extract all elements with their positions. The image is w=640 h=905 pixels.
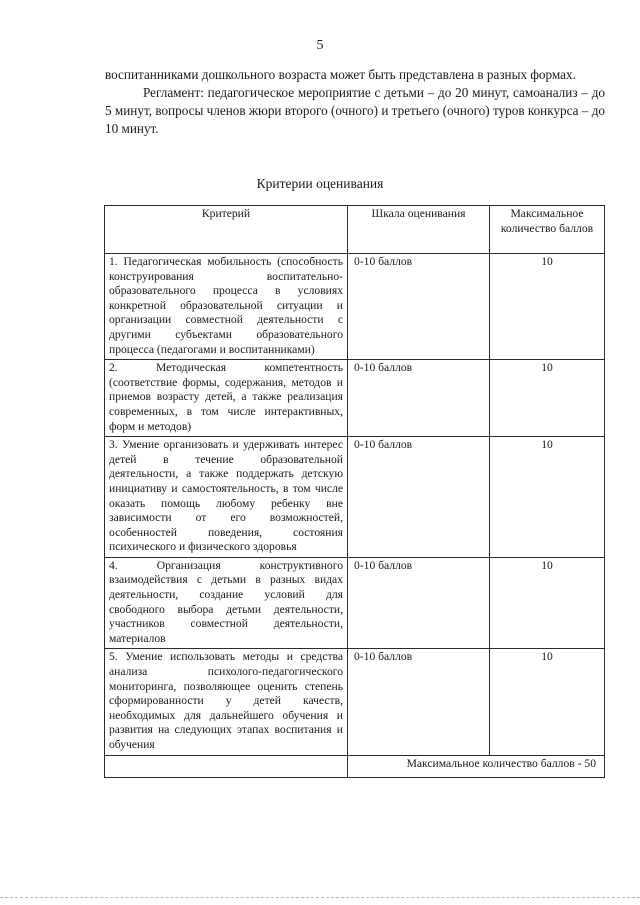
criterion-cell: 4. Организация конструктивного взаимодействия с детьми в разных видах деятельности, создание условий для свободного выбора детьми деятельности, участников совместной деятельности, материалов (105, 557, 348, 649)
table-total-row (105, 755, 605, 777)
criterion-cell: 1. Педагогическая мобильность (способность конструирования воспитательно-образовательного процесса в условиях конкретной образовательной ситуации и организации совместной деятельности с другими субъектами образовательного процесса (педагогами и воспитанниками) (105, 254, 348, 360)
header-max: Максимальное количество баллов (490, 206, 605, 254)
page-number: 5 (316, 38, 324, 53)
criterion-cell: 2. Методическая компетентность (соответствие формы, содержания, методов и приемов возрасту детей, а также реализация современных, в том числе интерактивных, форм и методов) (105, 360, 348, 437)
max-cell: 10 (490, 437, 605, 558)
intro-regulation: Регламент: педагогическое мероприятие с детьми – до 20 минут, самоанализ – до 5 минут, вопросы членов жюри второго (очного) и третьего (очного) туров конкурса – до 10 минут. (105, 85, 605, 136)
scale-cell: 0-10 баллов (348, 557, 490, 649)
header-scale: Шкала оценивания (348, 206, 490, 254)
table-row (105, 254, 605, 360)
table-row (105, 437, 605, 558)
table-header-row (105, 206, 605, 254)
scale-cell: 0-10 баллов (348, 360, 490, 437)
scale-cell: 0-10 баллов (348, 649, 490, 755)
page-bottom-edge (0, 897, 640, 899)
table-row (105, 649, 605, 755)
scale-cell: 0-10 баллов (348, 437, 490, 558)
table-row (105, 360, 605, 437)
max-cell: 10 (490, 649, 605, 755)
max-cell: 10 (490, 360, 605, 437)
total-cell: Максимальное количество баллов - 50 (348, 755, 605, 777)
intro-line-continuation: воспитанниками дошкольного возраста может быть представлена в разных формах. (105, 67, 576, 82)
table-row (105, 557, 605, 649)
max-cell: 10 (490, 254, 605, 360)
criterion-cell: 5. Умение использовать методы и средства анализа психолого-педагогического мониторинга, позволяющее оценить степень сформированности у детей качеств, необходимых для дальнейшего обучения и развития на следующих этапах воспитания и обучения (105, 649, 348, 755)
header-criterion: Критерий (105, 206, 348, 254)
empty-cell (105, 755, 348, 777)
max-cell: 10 (490, 557, 605, 649)
criterion-cell: 3. Умение организовать и удерживать интерес детей в течение образовательной деятельности, а также поддержать детскую инициативу и самостоятельность, в том числе оказать помощь любому ребенку вне зависимости от его возможностей, особенностей поведения, состояния психического и физического здоровья (105, 437, 348, 558)
table-title: Критерии оценивания (256, 176, 384, 191)
scale-cell: 0-10 баллов (348, 254, 490, 360)
criteria-table (104, 205, 605, 778)
intro-text (105, 66, 605, 138)
